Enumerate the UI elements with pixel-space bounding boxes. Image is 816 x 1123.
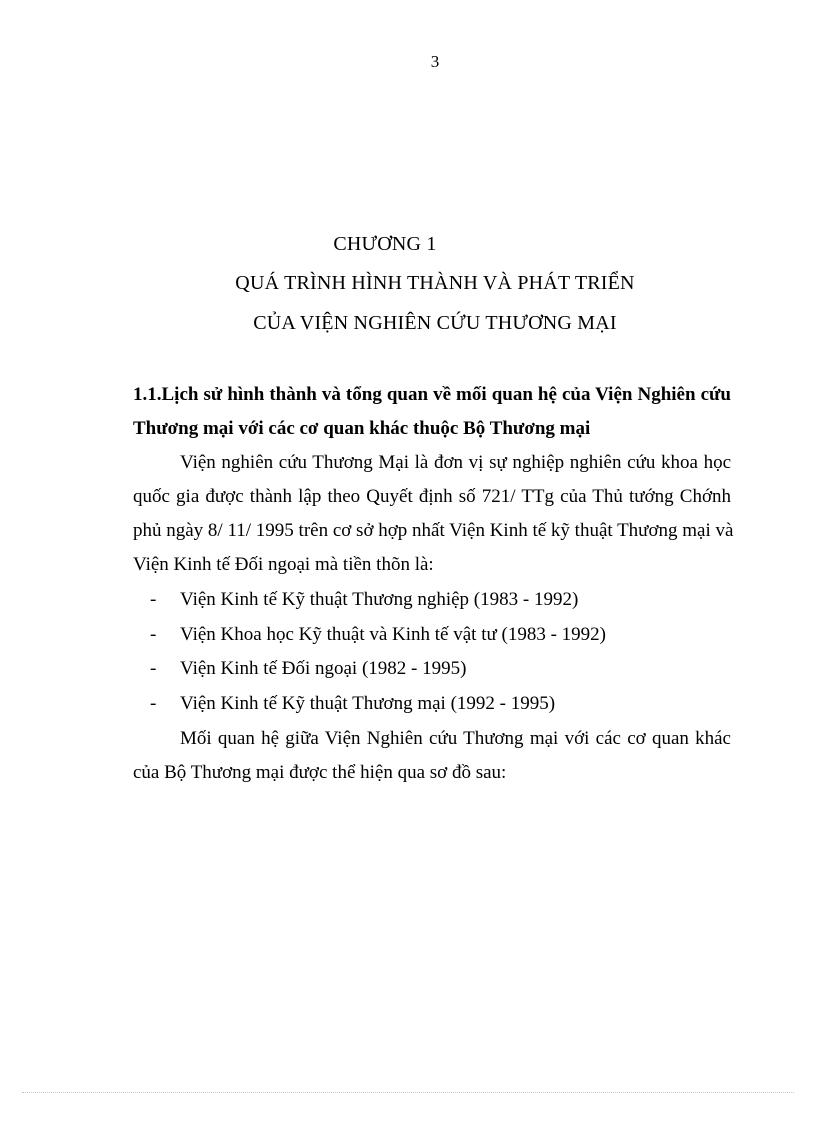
intro-paragraph <box>133 446 734 582</box>
list-item <box>150 692 606 727</box>
page-number: 3 <box>430 52 440 71</box>
list-dash: - <box>150 623 157 645</box>
list-item-text: Viện Kinh tế Đối ngoại (1982 - 1995) <box>180 658 467 679</box>
list-item <box>150 623 606 658</box>
list-item <box>150 588 606 623</box>
chapter-title-line2: CỦA VIỆN NGHIÊN CỨU THƯƠNG MẠI <box>253 312 617 334</box>
relationship-paragraph-line2: của Bộ Thương mại được thể hiện qua sơ đồ sau: <box>133 762 507 783</box>
page-bottom-border <box>22 1092 794 1093</box>
chapter-number: CHƯƠNG 1 <box>333 233 437 255</box>
list-item-text: Viện Kinh tế Kỹ thuật Thương mại (1992 - 1995) <box>180 692 556 714</box>
list-item <box>150 657 606 692</box>
list-item-text: Viện Khoa học Kỹ thuật và Kinh tế vật tư (1983 - 1992) <box>180 623 607 645</box>
intro-paragraph-line4: Viện Kinh tế Đối ngoại mà tiền thõn là: <box>133 554 434 575</box>
list-dash: - <box>150 589 157 610</box>
section-heading-line1: 1.1.Lịch sử hình thành và tổng quan về mối quan hệ của Viện Nghiên cứu <box>133 384 731 405</box>
section-heading-line2: Thương mại với các cơ quan khác thuộc Bộ Thương mại <box>133 418 591 439</box>
intro-paragraph-line1: Viện nghiên cứu Thương Mại là đơn vị sự nghiệp nghiên cứu khoa học <box>180 452 731 473</box>
chapter-title-line1: QUÁ TRÌNH HÌNH THÀNH VÀ PHÁT TRIỂN <box>235 272 635 294</box>
intro-paragraph-line2: quốc gia được thành lập theo Quyết định số 721/ TTg của Thủ tướng Chớnh <box>133 486 731 507</box>
relationship-paragraph <box>133 722 731 790</box>
section-heading <box>133 378 731 446</box>
intro-paragraph-line3: phủ ngày 8/ 11/ 1995 trên cơ sở hợp nhất Viện Kinh tế kỹ thuật Thương mại và <box>133 520 734 541</box>
list-item-text: Viện Kinh tế Kỹ thuật Thương nghiệp (1983 - 1992) <box>180 589 579 610</box>
list-dash: - <box>150 658 157 679</box>
relationship-paragraph-line1: Mối quan hệ giữa Viện Nghiên cứu Thương mại với các cơ quan khác <box>180 728 731 749</box>
predecessor-list <box>150 588 606 726</box>
list-dash: - <box>150 692 157 714</box>
